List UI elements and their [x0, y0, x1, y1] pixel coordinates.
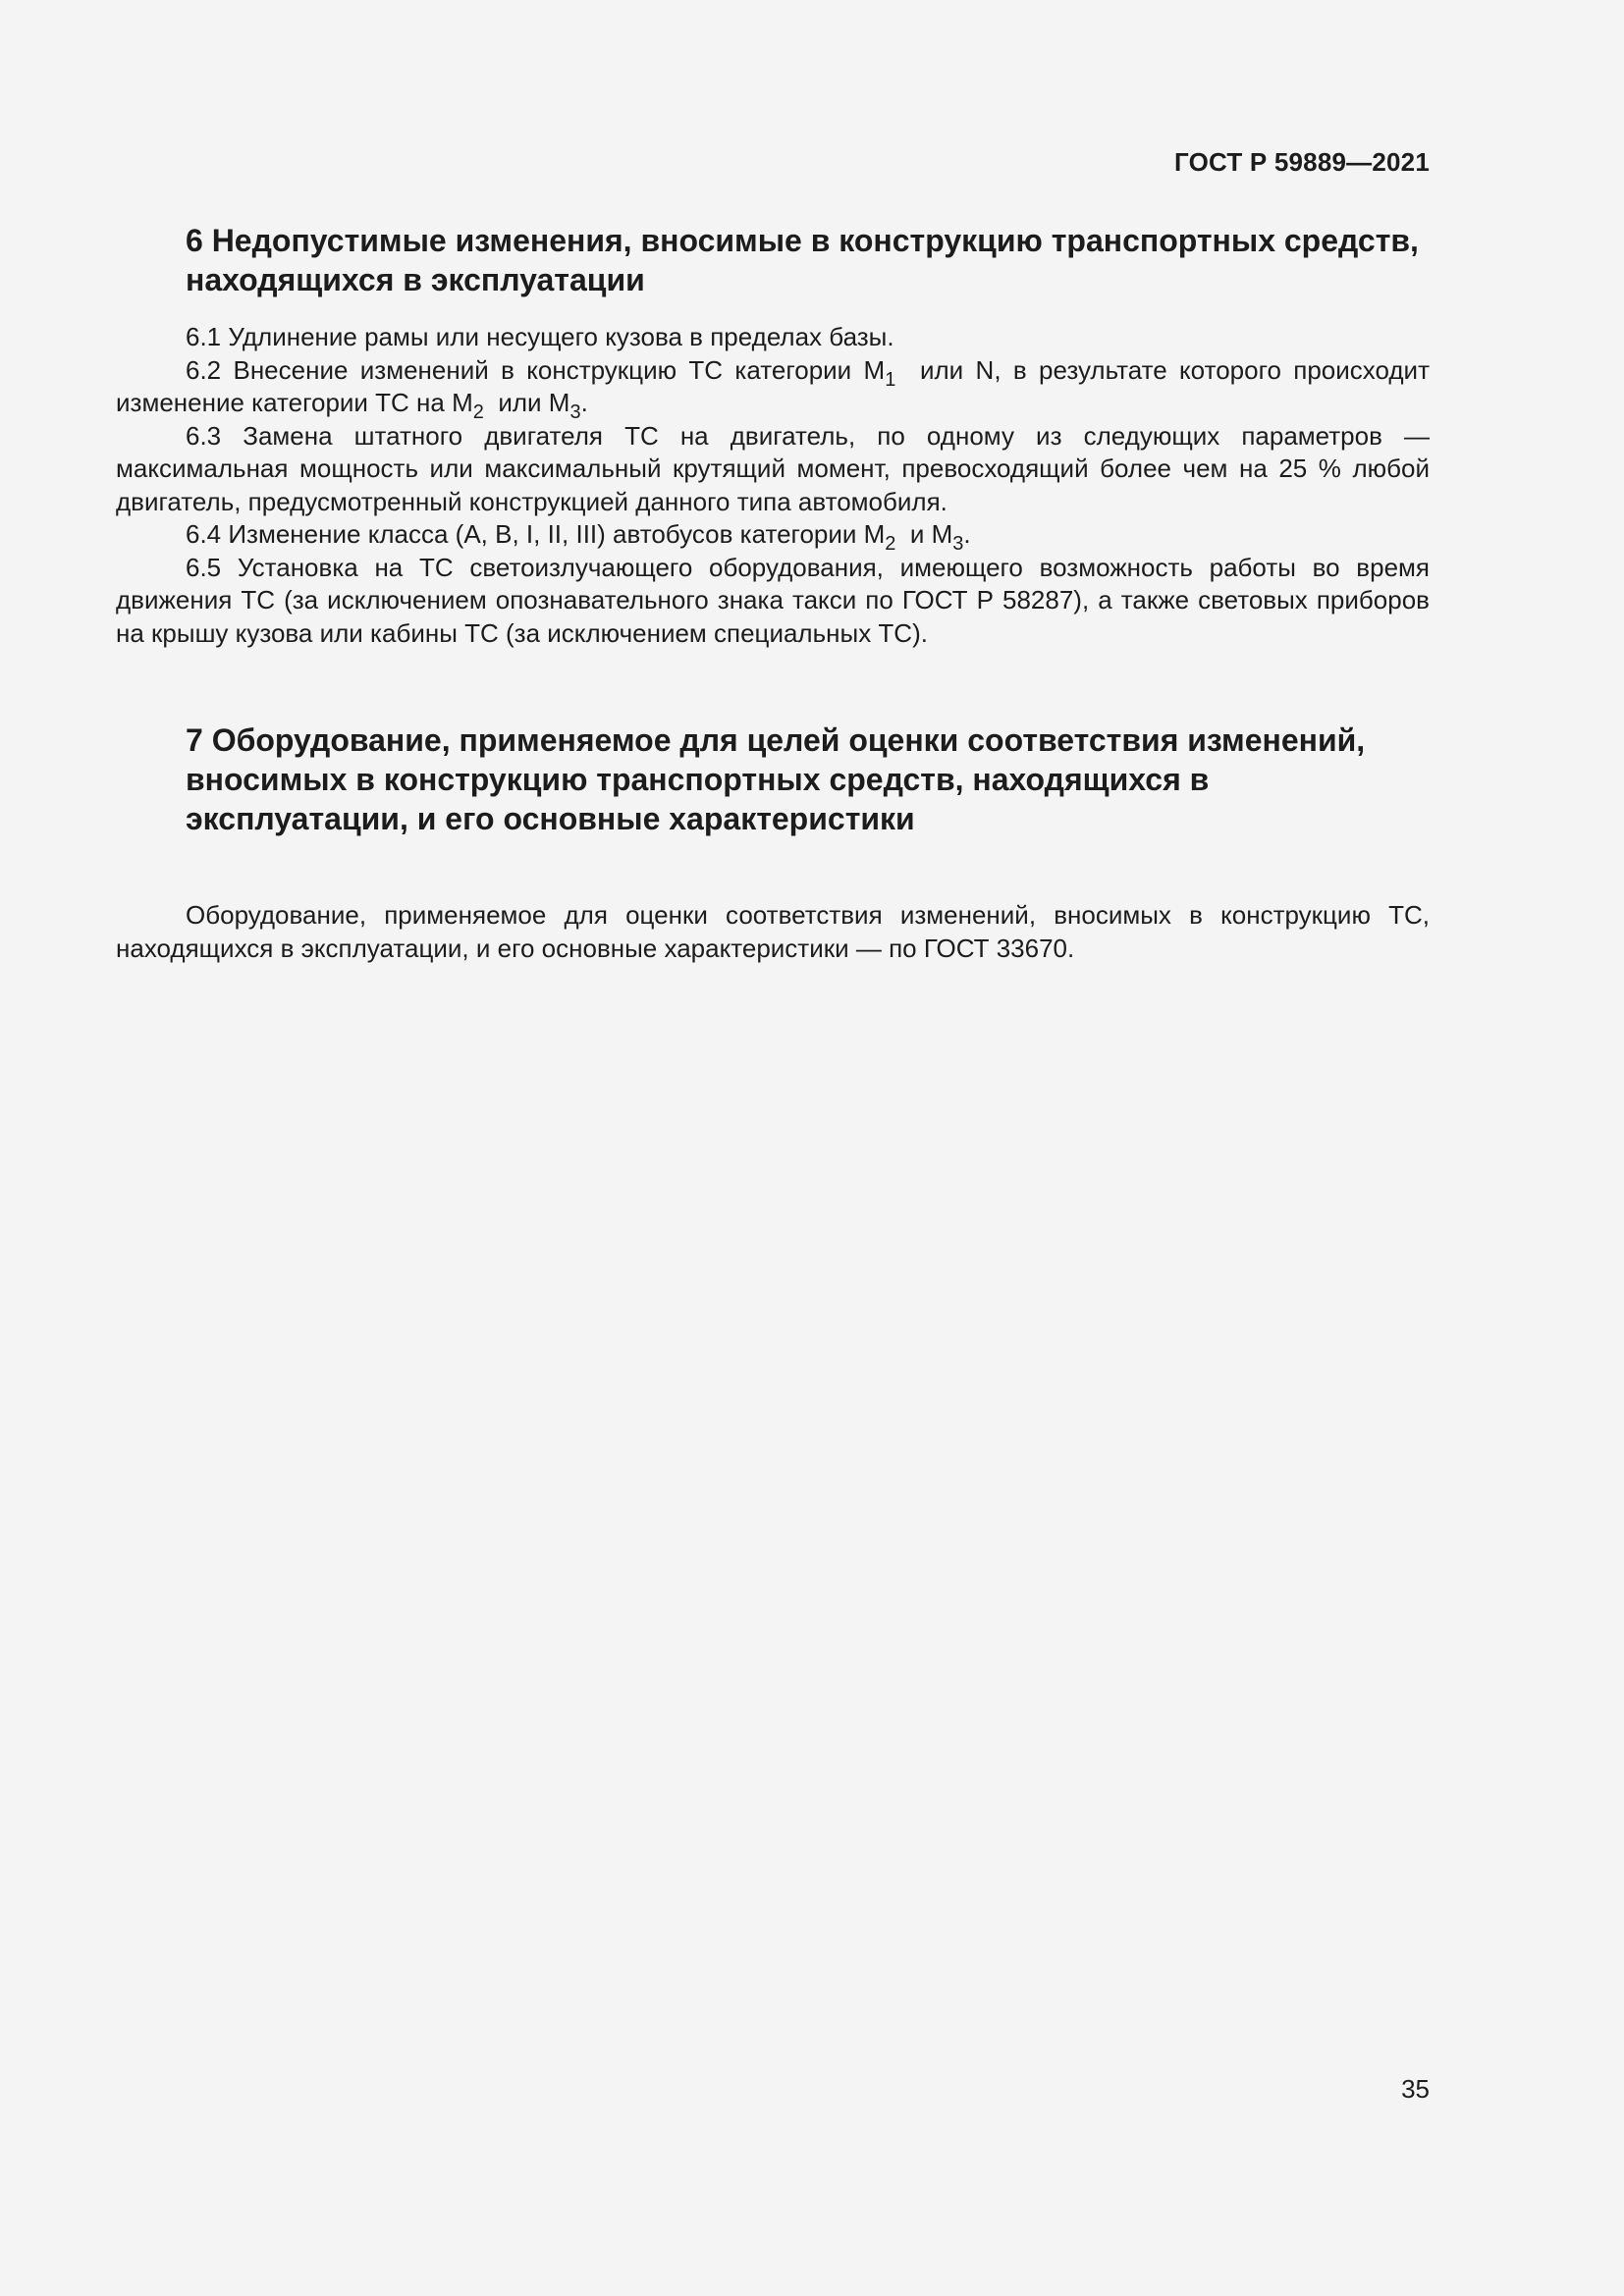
clause-6-2-text-d: .: [580, 388, 588, 417]
clause-6-2-text-c: или М: [483, 388, 570, 417]
document-content: [116, 221, 1437, 965]
section-7-heading: 7 Оборудование, применяемое для целей оценки соответствия изменений, вносимых в конструкцию транспортных средств, находящихся в эксплуатации, и его основные характеристики: [186, 722, 1366, 836]
clause-6-2-text-a: 6.2 Внесение изменений в конструкцию ТС категории М: [186, 354, 886, 385]
page-number: 35: [1401, 2074, 1430, 2104]
document-code-header: ГОСТ Р 59889—2021: [1174, 147, 1430, 177]
clause-6-4-text-a: 6.4 Изменение класса (А, В, I, II, III) автобусов категории М: [186, 519, 886, 549]
clause-6-1: 6.1 Удлинение рамы или несущего кузова в пределах базы.: [186, 322, 894, 351]
section-7-body: Оборудование, применяемое для оценки соответствия изменений, вносимых в конструкцию ТС, находящихся в эксплуатации, и его основные характеристики — по ГОСТ 33670.: [116, 900, 1430, 963]
clause-6-4-subscript-2: 3: [952, 533, 964, 555]
clause-6-4-subscript-1: 2: [885, 533, 896, 555]
clause-6-5: 6.5 Установка на ТС светоизлучающего оборудования, имеющего возможность работы во время движения ТС (за исключением опознавательного знака такси по ГОСТ Р 58287), а также световых приборов на крышу кузова или кабины ТС (за исключением специальных ТС).: [116, 552, 1430, 648]
clause-6-2-subscript-2: 2: [472, 401, 484, 423]
clause-6-4: [116, 518, 1430, 555]
section-6-heading: 6 Недопустимые изменения, вносимые в конструкцию транспортных средств, находящихся в эксплуатации: [186, 223, 1419, 297]
clause-6-2-subscript-3: 3: [569, 401, 581, 423]
clause-6-3: 6.3 Замена штатного двигателя ТС на двигатель, по одному из следующих параметров — максимальная мощность или максимальный крутящий момент, превосходящий более чем на 25 % любой двигатель, предусмотренный конструкцией данного типа автомобиля.: [116, 420, 1430, 516]
clause-6-2-text-b: или N, в результате которого происходит изменение категории ТС на М: [116, 354, 1437, 417]
clause-6-4-text-b: и М: [895, 519, 953, 549]
clause-6-4-text-c: .: [963, 519, 971, 549]
clause-6-2-subscript-1: 1: [885, 368, 896, 391]
clause-6-2: [116, 354, 1437, 423]
